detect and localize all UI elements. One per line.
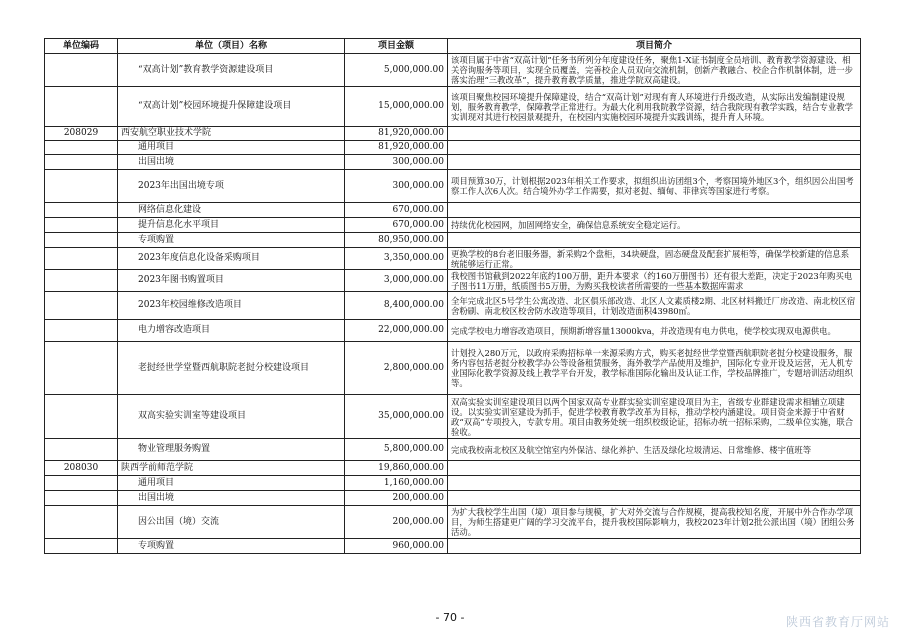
unit-name-cell: “双高计划”校园环境提升保障建设项目 xyxy=(118,87,345,127)
table-row xyxy=(45,461,861,476)
unit-code-cell xyxy=(45,439,118,461)
amount-cell: 3,350,000.00 xyxy=(345,248,448,270)
table-row xyxy=(45,320,861,342)
amount-cell: 35,000,000.00 xyxy=(345,395,448,439)
unit-code-cell xyxy=(45,218,118,233)
unit-code-cell xyxy=(45,141,118,155)
amount-cell: 81,920,000.00 xyxy=(345,141,448,155)
amount-cell: 19,860,000.00 xyxy=(345,461,448,476)
description-cell: 该项目聚焦校园环境提升保障建设，结合“双高计划”对现有育人环境进行升级改造，从实际出发编制建设规划，服务教育教学，保障教学正常进行。为最大化利用我院教学资源，结合我院现有教学实践，结合专业教学实训现对其进行校园景观提升，在校园内实施校园环境提升实践训练，提升育人环境。 xyxy=(448,87,861,127)
description-cell: 项目预算30万，计划根据2023年相关工作要求，拟组织出访团组3个，考察国境外地区3个，组织因公出国考察工作人次6人次。结合境外办学工作需要，拟对老挝、缅甸、菲律宾等国家进行考察。 xyxy=(448,170,861,203)
table-row xyxy=(45,218,861,233)
description-cell xyxy=(448,491,861,506)
table-row xyxy=(45,491,861,506)
unit-name-cell: 物业管理服务购置 xyxy=(118,439,345,461)
table-row xyxy=(45,439,861,461)
table-row xyxy=(45,233,861,248)
unit-name-cell: 电力增容改造项目 xyxy=(118,320,345,342)
unit-code-cell: 208029 xyxy=(45,127,118,141)
header-amount: 项目金额 xyxy=(345,39,448,54)
amount-cell: 80,950,000.00 xyxy=(345,233,448,248)
table-row xyxy=(45,270,861,292)
description-cell: 更换学校的8台老旧服务器，新采购2个盘柜，34块硬盘，固态硬盘及配套扩展柜等，确保学校新建的信息系统能够运行正常。 xyxy=(448,248,861,270)
unit-name-cell: 2023年图书购置项目 xyxy=(118,270,345,292)
amount-cell: 5,800,000.00 xyxy=(345,439,448,461)
table-row xyxy=(45,87,861,127)
unit-code-cell xyxy=(45,395,118,439)
table-row xyxy=(45,248,861,270)
unit-name-cell: 双高实验实训室等建设项目 xyxy=(118,395,345,439)
unit-name-cell: 老挝经世学堂暨西航职院老挝分校建设项目 xyxy=(118,342,345,395)
unit-name-cell: 陕西学前师范学院 xyxy=(118,461,345,476)
amount-cell: 15,000,000.00 xyxy=(345,87,448,127)
description-cell: 完成我校南北校区及航空馆室内外保洁、绿化养护、生活及绿化垃圾清运、日常维修、楼宇值班等 xyxy=(448,439,861,461)
unit-code-cell xyxy=(45,506,118,539)
amount-cell: 3,000,000.00 xyxy=(345,270,448,292)
description-cell: 计划投入280万元，以政府采购招标单一来源采购方式，购买老挝经世学堂暨西航职院老挝分校建设服务，服务内容包括老挝分校教学办公等设备租赁服务，海外教学产品使用及维护，国际化专业开设及运营，无人机专业国际化教学资源及线上教学平台开发，教学标准国际化输出及认证工作，学校品牌推广，专题培训活动组织等。 xyxy=(448,342,861,395)
unit-code-cell xyxy=(45,87,118,127)
description-cell xyxy=(448,141,861,155)
unit-code-cell xyxy=(45,342,118,395)
amount-cell: 8,400,000.00 xyxy=(345,292,448,320)
description-cell: 双高实验实训室建设项目以两个国家双高专业群实验实训室建设项目为主，省级专业群建设需求相辅立项建设。以实验实训室建设为抓手，促进学校教育教学改革为目标，推动学校内涵建设。项目资金来源于中省财政“双高”专项投入，专款专用。项目由教务处统一组织校级论证，招标办统一招标采购，二级单位实施，联合验收。 xyxy=(448,395,861,439)
header-unit-name: 单位（项目）名称 xyxy=(118,39,345,54)
unit-code-cell: 208030 xyxy=(45,461,118,476)
unit-name-cell: 西安航空职业技术学院 xyxy=(118,127,345,141)
table-row xyxy=(45,395,861,439)
description-cell: 为扩大我校学生出国（境）项目参与规模，扩大对外交流与合作规模，提高我校知名度，开展中外合作办学项目，为师生搭建更广阔的学习交流平台，提升我校国际影响力，我校2023年计划2批公派出国（境）团组公务活动。 xyxy=(448,506,861,539)
description-cell: 全年完成北区5号学生公寓改造、北区俱乐部改造、北区人文素质楼2期、北区材料搬迁厂房改造、南北校区宿舍粉刷、南北校区校舍防水改造等项目，计划改造面积43980㎡。 xyxy=(448,292,861,320)
site-watermark: 陕西省教育厅网站 xyxy=(785,615,890,629)
unit-code-cell xyxy=(45,491,118,506)
table-row xyxy=(45,170,861,203)
table-row xyxy=(45,539,861,554)
unit-code-cell xyxy=(45,476,118,491)
unit-name-cell: 通用项目 xyxy=(118,141,345,155)
table-row xyxy=(45,54,861,87)
table-header-row xyxy=(45,39,861,54)
header-unit-code: 单位编码 xyxy=(45,39,118,54)
amount-cell: 960,000.00 xyxy=(345,539,448,554)
page-number: - 70 - xyxy=(435,611,465,624)
description-cell: 该项目属于中省“双高计划”任务书所列分年度建设任务，聚焦1-X证书制度全员培训、教育教学资源建设、相关咨询服务等项目，实现全员覆盖，完善校企人员双向交流机制，创新产教融合、校企合作机制体制，进一步落实治理“三教改革”，提升教育教学质量，推进学院双高建设。 xyxy=(448,54,861,87)
table-row xyxy=(45,141,861,155)
unit-name-cell: 专项购置 xyxy=(118,539,345,554)
unit-name-cell: 因公出国（境）交流 xyxy=(118,506,345,539)
unit-code-cell xyxy=(45,203,118,218)
unit-code-cell xyxy=(45,155,118,170)
table-row xyxy=(45,127,861,141)
unit-name-cell: 出国出境 xyxy=(118,491,345,506)
description-cell xyxy=(448,476,861,491)
description-cell: 持续优化校园网，加固网络安全，确保信息系统安全稳定运行。 xyxy=(448,218,861,233)
unit-code-cell xyxy=(45,54,118,87)
unit-code-cell xyxy=(45,248,118,270)
unit-code-cell xyxy=(45,270,118,292)
unit-code-cell xyxy=(45,320,118,342)
amount-cell: 81,920,000.00 xyxy=(345,127,448,141)
description-cell xyxy=(448,461,861,476)
amount-cell: 22,000,000.00 xyxy=(345,320,448,342)
description-cell xyxy=(448,539,861,554)
amount-cell: 670,000.00 xyxy=(345,203,448,218)
table-row xyxy=(45,203,861,218)
description-cell xyxy=(448,233,861,248)
unit-name-cell: 2023年出国出境专项 xyxy=(118,170,345,203)
unit-name-cell: 网络信息化建设 xyxy=(118,203,345,218)
amount-cell: 670,000.00 xyxy=(345,218,448,233)
description-cell xyxy=(448,155,861,170)
description-cell xyxy=(448,203,861,218)
amount-cell: 300,000.00 xyxy=(345,155,448,170)
table-row xyxy=(45,155,861,170)
unit-code-cell xyxy=(45,170,118,203)
unit-name-cell: 出国出境 xyxy=(118,155,345,170)
unit-code-cell xyxy=(45,292,118,320)
unit-name-cell: 提升信息化水平项目 xyxy=(118,218,345,233)
amount-cell: 5,000,000.00 xyxy=(345,54,448,87)
unit-name-cell: “双高计划”教育教学资源建设项目 xyxy=(118,54,345,87)
budget-table xyxy=(44,38,861,554)
amount-cell: 2,800,000.00 xyxy=(345,342,448,395)
header-description: 项目简介 xyxy=(448,39,861,54)
unit-name-cell: 专项购置 xyxy=(118,233,345,248)
description-cell xyxy=(448,127,861,141)
description-cell: 完成学校电力增容改造项目，预期新增容量13000kva，并改造现有电力供电，使学校实现双电源供电。 xyxy=(448,320,861,342)
table-row xyxy=(45,342,861,395)
description-cell: 我校图书馆截到2022年底约100万册，距升本要求（约160万册图书）还有很大差距，决定于2023年购买电子图书11万册，纸质图书5万册，为购买我校读者所需要的一些基本数据库需求 xyxy=(448,270,861,292)
unit-name-cell: 2023年校园维修改造项目 xyxy=(118,292,345,320)
table-row xyxy=(45,476,861,491)
table-row xyxy=(45,292,861,320)
unit-code-cell xyxy=(45,539,118,554)
unit-code-cell xyxy=(45,233,118,248)
unit-name-cell: 2023年度信息化设备采购项目 xyxy=(118,248,345,270)
table-row xyxy=(45,506,861,539)
amount-cell: 300,000.00 xyxy=(345,170,448,203)
unit-name-cell: 通用项目 xyxy=(118,476,345,491)
amount-cell: 200,000.00 xyxy=(345,491,448,506)
amount-cell: 1,160,000.00 xyxy=(345,476,448,491)
amount-cell: 200,000.00 xyxy=(345,506,448,539)
